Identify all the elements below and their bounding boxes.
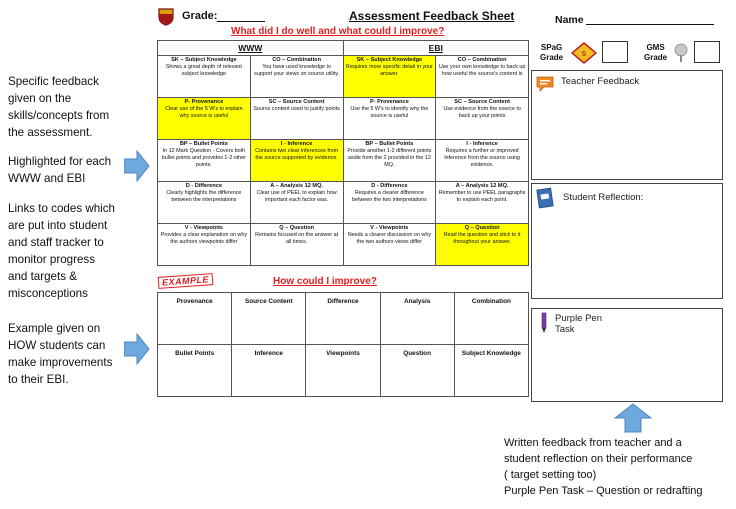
table-row: [158, 293, 529, 345]
name-line: [586, 24, 714, 25]
grid-cell: CO – Combination You have used knowledge to support your views on source utility.: [250, 56, 343, 98]
table-row: [158, 182, 529, 224]
improve-cell[interactable]: Provenance: [158, 293, 232, 345]
notebook-icon: [535, 187, 555, 209]
improve-cell[interactable]: Analysis: [380, 293, 454, 345]
improve-title: How could I improve?: [273, 276, 377, 287]
spag-badge-icon: [571, 42, 597, 64]
speech-bubble-icon: [535, 75, 555, 93]
note-written-feedback: Written feedback from teacher and a student reflection on their performance ( target setting too) Purple Pen Task – Question or redrafting: [504, 437, 703, 497]
example-stamp: EXAMPLE: [158, 273, 214, 289]
table-row: [158, 224, 529, 266]
improve-cell[interactable]: Combination: [454, 293, 528, 345]
gms-grade-label: GMS Grade: [644, 43, 668, 62]
svg-text:S: S: [581, 51, 587, 58]
grid-cell: P- Provenance Use the 5 W's to identify why the source is useful: [343, 98, 436, 140]
grid-cell: CO – Combination Use your own knowledge to back up how useful the source's content is: [436, 56, 529, 98]
ebi-header: EBI: [343, 41, 529, 56]
improve-grid: [157, 292, 529, 397]
grid-cell-highlighted: I - Inference Contains two clear inferences from the source supported by evidence.: [250, 140, 343, 182]
grid-cell: D - Difference Requires a clearer difference between the two interpretations: [343, 182, 436, 224]
note-specific-feedback: Specific feedback given on the skills/concepts from the assessment.: [8, 75, 110, 139]
note-example: Example given on HOW students can make improvements to their EBI.: [8, 322, 113, 386]
grid-cell-highlighted: Q – Question Read the question and stick to it throughout your answer.: [436, 224, 529, 266]
grid-cell: Q – Question Remains focused on the answer at all times.: [250, 224, 343, 266]
grid-cell: BP – Bullet Points In 12 Mark Question - Covers both bullet points and provides 1-2 other points.: [158, 140, 251, 182]
improve-cell[interactable]: Bullet Points: [158, 345, 232, 397]
grid-cell: A – Analysis 12 MQ. Clear use of PEEL to explain how important each factor was.: [250, 182, 343, 224]
grid-cell: D - Difference Clearly highlights the difference between the interpretations: [158, 182, 251, 224]
grade-line: [217, 21, 265, 22]
improve-cell[interactable]: Difference: [306, 293, 380, 345]
improve-cell[interactable]: Question: [380, 345, 454, 397]
arrow-up-icon: [614, 403, 652, 433]
spag-grade-label: SPaG Grade: [540, 43, 564, 62]
improve-cell[interactable]: Subject Knowledge: [454, 345, 528, 397]
grid-cell: BP – Bullet Points Provide another 1-2 different points aside from the 2 provided in the 12 MQ.: [343, 140, 436, 182]
table-row: [158, 140, 529, 182]
improve-cell[interactable]: Viewpoints: [306, 345, 380, 397]
school-crest-icon: [158, 8, 174, 26]
note-links: Links to codes which are put into student and staff tracker to monitor progress and targets & misconceptions: [8, 202, 115, 300]
tree-icon: [673, 43, 689, 63]
grid-cell: SC – Source Content Source content used to justify points: [250, 98, 343, 140]
student-reflection-label: Student Reflection:: [563, 192, 644, 203]
improve-cell[interactable]: Inference: [232, 345, 306, 397]
purple-pen-icon: [537, 312, 551, 334]
grid-cell: SC – Source Content Use evidence from the source to back up your points: [436, 98, 529, 140]
teacher-feedback-label: Teacher Feedback: [561, 76, 640, 87]
grade-label: Grade:: [182, 10, 218, 22]
gms-grade-box[interactable]: [694, 41, 720, 63]
note-highlighted: Highlighted for each WWW and EBI: [8, 155, 112, 185]
table-row: [158, 98, 529, 140]
grid-cell: I - Inference Requires a further or improved inference from the source using evidence.: [436, 140, 529, 182]
www-header: WWW: [158, 41, 344, 56]
sheet-title: Assessment Feedback Sheet: [349, 9, 515, 23]
grid-cell: V - Viewpoints Needs a clearer discussion on why the two authors views differ: [343, 224, 436, 266]
arrow-right-icon: [124, 333, 150, 365]
spag-grade-box[interactable]: [602, 41, 628, 63]
feedback-grid-header: [158, 41, 529, 56]
grid-cell-highlighted: SK – Subject Knowledge Requires more specific detail in your answer.: [343, 56, 436, 98]
grid-cell: V - Viewpoints Provides a clear explanation on why the authors viewpoints differ: [158, 224, 251, 266]
grid-cell: A – Analysis 12 MQ. Remember to use PEEL paragraphs to explain each point.: [436, 182, 529, 224]
grid-cell: SK – Subject Knowledge Shows a great depth of relevant subject knowledge: [158, 56, 251, 98]
purple-pen-label: Purple Pen Task: [555, 313, 603, 335]
feedback-grid: [157, 40, 529, 266]
improve-cell[interactable]: Source Content: [232, 293, 306, 345]
table-row: [158, 56, 529, 98]
grid-cell-highlighted: P- Provenance Clear use of the 5 W's to explain why source is useful: [158, 98, 251, 140]
name-label: Name: [555, 14, 584, 26]
table-row: [158, 345, 529, 397]
arrow-right-icon: [124, 150, 150, 182]
sheet-subtitle: What did I do well and what could I improve?: [231, 26, 445, 37]
